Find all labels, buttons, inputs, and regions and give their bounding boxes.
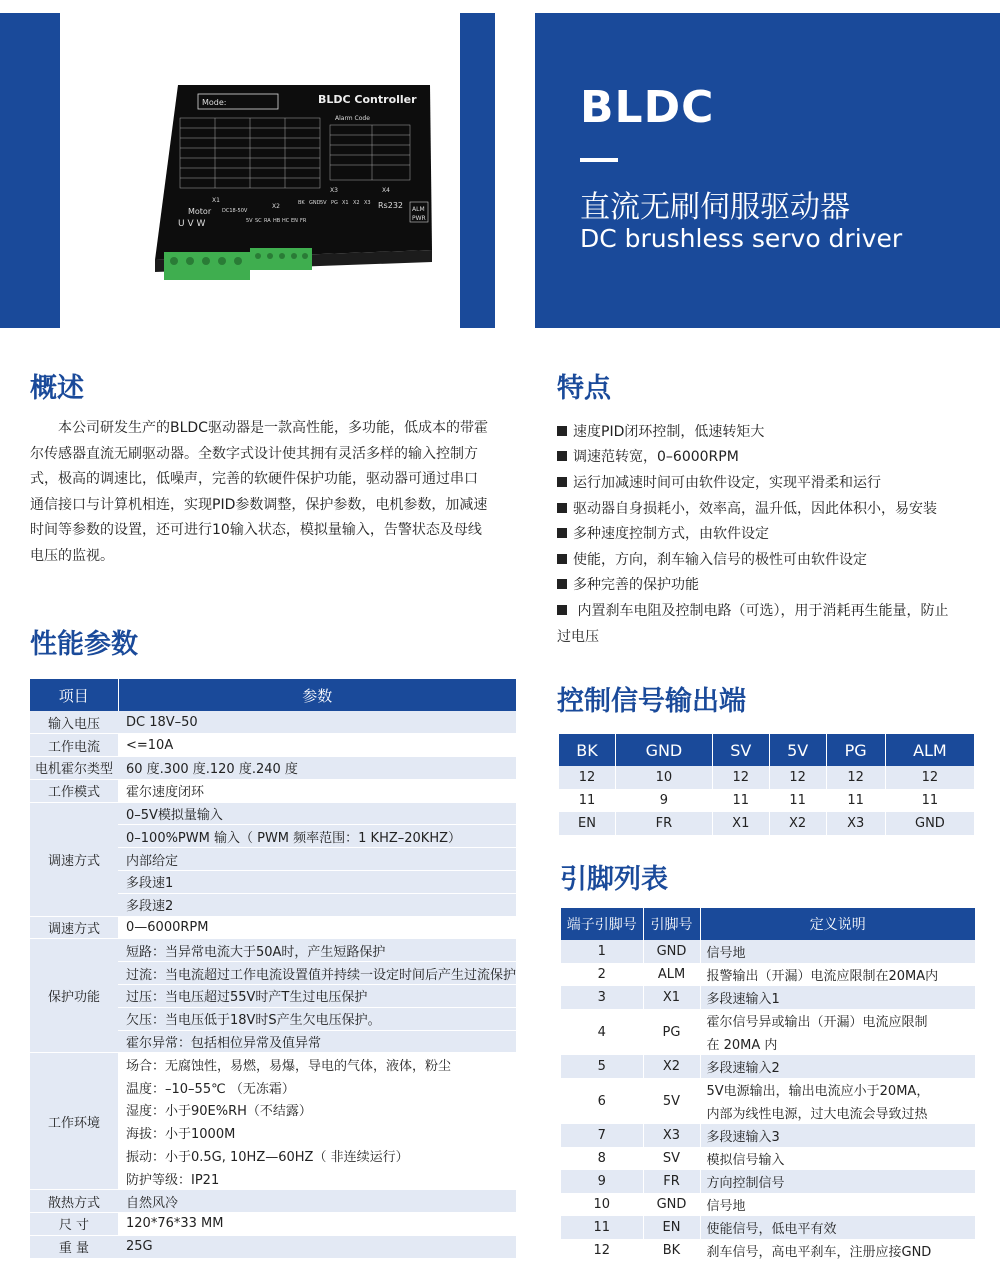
signal-cell: 11 [885, 789, 974, 812]
product-x2-pin-label: BK [298, 200, 305, 206]
signal-cell: EN [559, 812, 615, 835]
pin-definition: 刹车信号，高电平刹车，注册应接GND [700, 1239, 976, 1262]
pins-table [561, 908, 976, 1262]
overview-line: 电压的监视。 [30, 547, 114, 564]
performance-col-param: 参数 [118, 679, 516, 711]
signal-cell: GND [885, 812, 974, 835]
performance-key: 电机霍尔类型 [30, 757, 118, 780]
feature-text: 运行加减速时间可由软件设定，实现平滑柔和运行 [573, 475, 881, 491]
pin-name: X3 [643, 1124, 700, 1147]
pin-definition: 信号地 [700, 1193, 976, 1216]
signal-row [559, 766, 975, 789]
signal-cell: 11 [559, 789, 615, 812]
bullet-square-icon [557, 451, 567, 461]
performance-value: 过流：当电流超过工作电流设置值并持续一设定时间后产生过流保护 [118, 962, 516, 985]
performance-title: 性能参数 [30, 629, 138, 660]
feature-text: 内置刹车电阻及控制电路（可选），用于消耗再生能量，防止 [573, 603, 949, 619]
product-mode-label: Mode: [202, 98, 227, 107]
performance-key: 调速方式 [30, 802, 118, 916]
signal-header: 5V [769, 734, 826, 766]
pin-name: BK [643, 1239, 700, 1262]
performance-key: 保护功能 [30, 939, 118, 1053]
pin-terminal-number: 2 [561, 963, 643, 986]
signal-cell: 12 [559, 766, 615, 789]
pin-definition: 多段速输入3 [700, 1124, 976, 1147]
performance-value: <=10A [118, 734, 516, 757]
performance-value: 短路：当异常电流大于50A时，产生短路保护 [118, 939, 516, 962]
performance-value: 欠压：当电压低于18V时S产生欠电压保护。 [118, 1007, 516, 1030]
signal-row [559, 789, 975, 812]
signal-cell: 12 [712, 766, 769, 789]
pin-definition: 内部为线性电源，过大电流会导致过热 [700, 1101, 976, 1124]
pin-terminal-number: 12 [561, 1239, 643, 1262]
pin-definition: 多段速输入1 [700, 986, 976, 1009]
product-x1-pin-label: FR [300, 218, 307, 224]
feature-item [557, 523, 769, 543]
pin-name: PG [643, 1009, 700, 1055]
performance-key: 尺 寸 [30, 1213, 118, 1236]
title-divider [580, 158, 618, 162]
pin-name: 5V [643, 1078, 700, 1124]
product-x1-pin-label: RA [264, 218, 271, 224]
product-rs232-label: Rs232 [378, 201, 403, 210]
pin-row [561, 1147, 976, 1170]
feature-text: 使能，方向，刹车输入信号的极性可由软件设定 [573, 552, 867, 568]
performance-key: 调速方式 [30, 916, 118, 939]
performance-key: 工作模式 [30, 779, 118, 802]
pin-row [561, 1239, 976, 1262]
performance-value: 25G [118, 1235, 516, 1258]
pin-definition: 在 20MA 内 [700, 1032, 976, 1055]
overview-line: 通信接口与计算机相连，实现PID参数调整，保护参数，电机参数，加减速 [30, 496, 488, 513]
pin-terminal-number: 4 [561, 1009, 643, 1055]
page-subtitle-cn: 直流无刷伺服驱动器 [580, 190, 850, 225]
page-subtitle-en: DC brushless servo driver [580, 224, 903, 253]
signal-cell: 10 [615, 766, 712, 789]
performance-value: 多段速1 [118, 871, 516, 894]
header-title-panel [535, 13, 1000, 328]
bullet-square-icon [557, 605, 567, 615]
pin-terminal-number: 1 [561, 940, 643, 963]
performance-value: 多段速2 [118, 893, 516, 916]
product-x1-pin-label: HC [282, 218, 290, 224]
performance-value: 霍尔异常：包括相位异常及值异常 [118, 1030, 516, 1053]
signal-header: ALM [885, 734, 974, 766]
product-name: BLDC Controller [318, 93, 417, 106]
feature-item [557, 498, 937, 518]
signal-header: PG [826, 734, 885, 766]
pin-definition: 霍尔信号异或输出（开漏）电流应限制 [700, 1009, 976, 1032]
performance-key: 重 量 [30, 1235, 118, 1258]
feature-text: 驱动器自身损耗小，效率高，温升低，因此体积小，易安装 [573, 501, 937, 517]
overview-title: 概述 [30, 373, 84, 404]
feature-text: 调速范转宽，0–6000RPM [573, 449, 739, 465]
performance-value: 0—6000RPM [118, 916, 516, 939]
product-x2-pin-label: PG [331, 200, 338, 206]
feature-item [557, 600, 948, 620]
pin-terminal-number: 7 [561, 1124, 643, 1147]
performance-value: 振动：小于0.5G, 10HZ—60HZ（ 非连续运行） [118, 1144, 516, 1167]
pin-terminal-number: 9 [561, 1170, 643, 1193]
signal-header: GND [615, 734, 712, 766]
signal-cell: FR [615, 812, 712, 835]
header-left-band-right [460, 13, 495, 328]
bullet-square-icon [557, 503, 567, 513]
pin-definition: 使能信号，低电平有效 [700, 1216, 976, 1239]
product-x2-label: X2 [272, 203, 280, 210]
signal-cell: X1 [712, 812, 769, 835]
pin-definition: 模拟信号输入 [700, 1147, 976, 1170]
performance-value: 内部给定 [118, 848, 516, 871]
overview-line: 时间等参数的设置，还可进行10输入状态，模拟量输入，告警状态及母线 [30, 522, 482, 539]
pin-row [561, 1009, 976, 1032]
product-x2-pin-label: X3 [364, 200, 371, 206]
signals-title: 控制信号输出端 [557, 686, 746, 717]
signal-cell: 12 [769, 766, 826, 789]
product-alm-label: ALM [412, 206, 425, 213]
performance-key: 散热方式 [30, 1190, 118, 1213]
performance-row [30, 779, 516, 802]
product-alarm-code: Alarm Code [335, 115, 370, 122]
performance-value: 霍尔速度闭环 [118, 779, 516, 802]
feature-text: 多种速度控制方式，由软件设定 [573, 526, 769, 542]
product-x2-pin-label: 5V [320, 200, 327, 206]
pin-name: GND [643, 1193, 700, 1216]
pin-terminal-number: 8 [561, 1147, 643, 1170]
product-x1-pin-label: HB [273, 218, 281, 224]
performance-value: 防护等级：IP21 [118, 1167, 516, 1190]
signal-header: BK [559, 734, 615, 766]
bullet-square-icon [557, 554, 567, 564]
signal-row [559, 812, 975, 835]
pins-title: 引脚列表 [560, 864, 668, 895]
product-uvw-label: U V W [178, 219, 206, 229]
pin-row [561, 1216, 976, 1239]
product-image [150, 80, 440, 285]
pin-terminal-number: 10 [561, 1193, 643, 1216]
signal-cell: 12 [885, 766, 974, 789]
product-x1-pin-label: EN [291, 218, 298, 224]
pin-row [561, 1055, 976, 1078]
pin-definition: 多段速输入2 [700, 1055, 976, 1078]
feature-item [557, 421, 764, 441]
product-x1-label: X1 [212, 197, 220, 204]
performance-value: 0–100%PWM 输入（ PWM 频率范围：1 KHZ–20KHZ） [118, 825, 516, 848]
performance-value: 120*76*33 MM [118, 1213, 516, 1236]
bullet-square-icon [557, 426, 567, 436]
feature-item [557, 574, 699, 594]
signal-cell: 9 [615, 789, 712, 812]
feature-text: 速度PID闭环控制，低速转矩大 [573, 424, 765, 440]
pin-name: FR [643, 1170, 700, 1193]
pin-name: X2 [643, 1055, 700, 1078]
performance-row [30, 1235, 516, 1258]
product-x1-pin-label: 5V [246, 218, 253, 224]
performance-row [30, 734, 516, 757]
bullet-square-icon [557, 579, 567, 589]
signal-cell: X2 [769, 812, 826, 835]
header-left-band [0, 13, 60, 328]
pin-name: ALM [643, 963, 700, 986]
signal-header: SV [712, 734, 769, 766]
product-x1-pin-label: SC [255, 218, 262, 224]
bullet-square-icon [557, 477, 567, 487]
product-motor-label: Motor [188, 207, 212, 216]
product-power-label: DC18-50V [222, 208, 248, 214]
pins-col-pin: 引脚号 [643, 908, 700, 940]
performance-row [30, 757, 516, 780]
product-x3-label: X3 [330, 187, 338, 194]
overview-line: 式，极高的调速比，低噪声，完善的软硬件保护功能，驱动器可通过串口 [30, 471, 478, 488]
performance-value: 海拔：小于1000M [118, 1121, 516, 1144]
pin-name: GND [643, 940, 700, 963]
performance-value: 湿度：小于90E%RH（不结露） [118, 1099, 516, 1122]
feature-text: 多种完善的保护功能 [573, 577, 699, 593]
pin-row [561, 1170, 976, 1193]
pin-name: X1 [643, 986, 700, 1009]
pin-row [561, 1124, 976, 1147]
performance-row [30, 939, 516, 962]
pin-terminal-number: 5 [561, 1055, 643, 1078]
pins-col-definition: 定义说明 [700, 908, 976, 940]
feature-item-continuation: 过电压 [557, 629, 599, 645]
product-x2-pin-label: X1 [342, 200, 349, 206]
performance-key: 工作电流 [30, 734, 118, 757]
performance-value: DC 18V–50 [118, 711, 516, 734]
pin-terminal-number: 11 [561, 1216, 643, 1239]
performance-row [30, 1053, 516, 1076]
performance-row [30, 1213, 516, 1236]
product-x4-label: X4 [382, 187, 390, 194]
signal-cell: X3 [826, 812, 885, 835]
pin-row [561, 1078, 976, 1101]
pin-definition: 信号地 [700, 940, 976, 963]
feature-item [557, 446, 739, 466]
performance-value: 自然风冷 [118, 1190, 516, 1213]
performance-value: 过压：当电压超过55V时产T生过电压保护 [118, 985, 516, 1008]
bullet-square-icon [557, 528, 567, 538]
pin-terminal-number: 6 [561, 1078, 643, 1124]
product-pwr-label: PWR [412, 215, 426, 222]
feature-item [557, 549, 867, 569]
pin-row [561, 963, 976, 986]
performance-row [30, 916, 516, 939]
performance-key: 工作环境 [30, 1053, 118, 1190]
signal-cell: 11 [712, 789, 769, 812]
performance-key: 输入电压 [30, 711, 118, 734]
signal-cell: 12 [826, 766, 885, 789]
performance-value: 60 度.300 度.120 度.240 度 [118, 757, 516, 780]
feature-item [557, 472, 881, 492]
pin-definition: 5V电源输出，输出电流应小于20MA， [700, 1078, 976, 1101]
signal-cell: 11 [769, 789, 826, 812]
pin-row [561, 1193, 976, 1216]
pin-definition: 方向控制信号 [700, 1170, 976, 1193]
performance-table [30, 679, 516, 1259]
performance-row [30, 802, 516, 825]
pin-row [561, 940, 976, 963]
signal-cell: 11 [826, 789, 885, 812]
signals-table [559, 734, 975, 835]
product-x2-pin-label: GND [309, 200, 321, 206]
performance-value: 温度：–10–55℃ （无冻霜） [118, 1076, 516, 1099]
pins-col-terminal: 端子引脚号 [561, 908, 643, 940]
performance-col-item: 项目 [30, 679, 118, 711]
performance-row [30, 1190, 516, 1213]
pin-terminal-number: 3 [561, 986, 643, 1009]
overview-line: 尔传感器直流无刷驱动器。全数字式设计使其拥有灵活多样的输入控制方 [30, 445, 478, 462]
performance-row [30, 711, 516, 734]
product-x2-pin-label: X2 [353, 200, 360, 206]
page-title: BLDC [580, 82, 715, 133]
features-title: 特点 [557, 373, 611, 404]
overview-line: 本公司研发生产的BLDC驱动器是一款高性能，多功能，低成本的带霍 [58, 420, 488, 436]
performance-value: 0–5V模拟量输入 [118, 802, 516, 825]
pin-name: SV [643, 1147, 700, 1170]
pin-definition: 报警输出（开漏）电流应限制在20MA内 [700, 963, 976, 986]
pin-name: EN [643, 1216, 700, 1239]
performance-value: 场合：无腐蚀性，易燃，易爆，导电的气体，液体，粉尘 [118, 1053, 516, 1076]
overview-text [30, 416, 520, 570]
pin-row [561, 986, 976, 1009]
